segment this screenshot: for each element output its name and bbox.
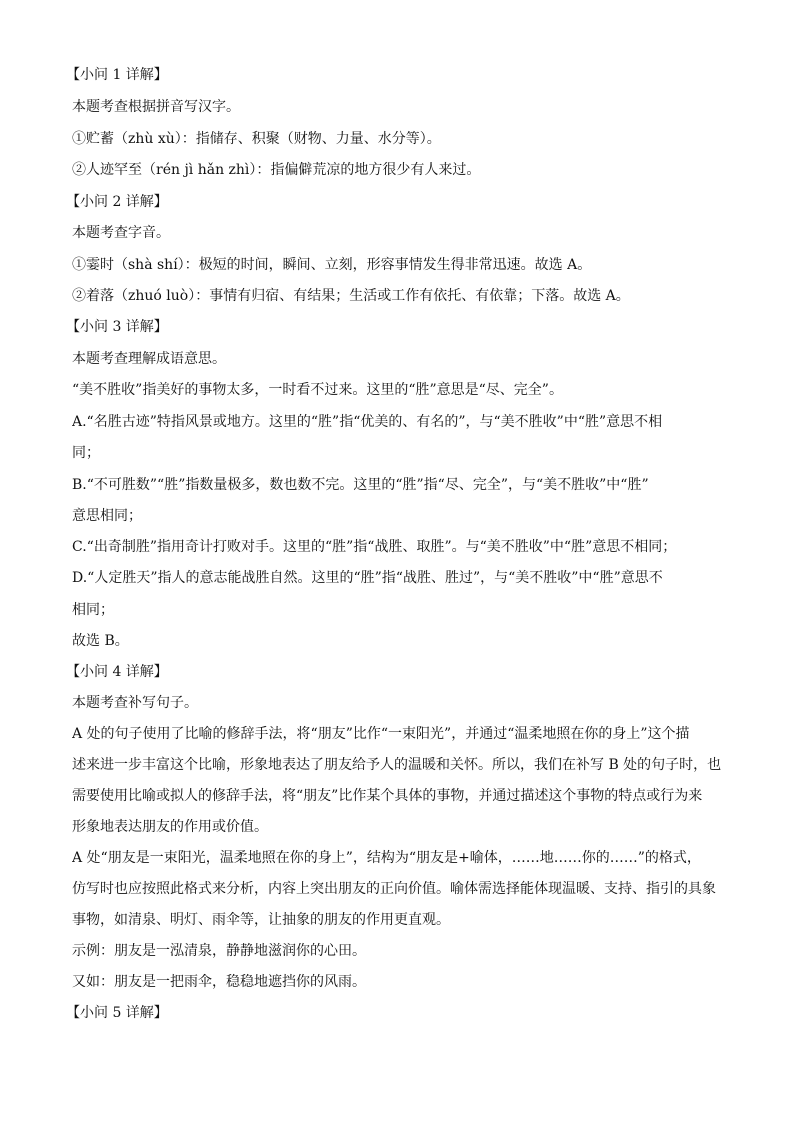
paragraph-line: ②人迹罕至（rén jì hǎn zhì）：指偏僻荒凉的地方很少有人来过。 bbox=[72, 162, 481, 178]
paragraph-line: ②着落（zhuó luò）：事情有归宿、有结果；生活或工作有依托、有依靠；下落。故选 A。 bbox=[72, 288, 630, 304]
paragraph-line: C.“出奇制胜”指用奇计打败对手。这里的“胜”指“战胜、取胜”。与“美不胜收”中“胜”意思不相同； bbox=[72, 539, 677, 555]
paragraph-line: ①霎时（shà shí）：极短的时间，瞬间、立刻，形容事情发生得非常迅速。故选 A。 bbox=[72, 257, 592, 273]
section-heading-5: 【小问 5 详解】 bbox=[66, 1005, 168, 1021]
paragraph-line: A 处的句子使用了比喻的修辞手法，将“朋友”比作“一束阳光”，并通过“温柔地照在你的身上”这个描 bbox=[72, 726, 690, 742]
paragraph-line: D.“人定胜天”指人的意志能战胜自然。这里的“胜”指“战胜、胜过”，与“美不胜收”中“胜”意思不 bbox=[72, 570, 663, 586]
paragraph-line: 需要使用比喻或拟人的修辞手法，将“朋友”比作某个具体的事物，并通过描述这个事物的特点或行为来 bbox=[72, 788, 703, 804]
section-heading-3: 【小问 3 详解】 bbox=[66, 319, 168, 335]
paragraph-line: A.“名胜古迹”特指风景或地方。这里的“胜”指“优美的、有名的”，与“美不胜收”中“胜”意思不相 bbox=[72, 414, 663, 430]
paragraph-line: 仿写时也应按照此格式来分析，内容上突出朋友的正向价值。喻体需选择能体现温暖、支持、指引的具象 bbox=[72, 881, 716, 897]
paragraph-line: ①贮蓄（zhù xù）：指储存、积聚（财物、力量、水分等）。 bbox=[72, 131, 441, 147]
paragraph-line: A 处“朋友是一束阳光，温柔地照在你的身上”，结构为“朋友是+喻体，……地……你的……”的格式， bbox=[72, 850, 701, 866]
paragraph-line: 又如：朋友是一把雨伞，稳稳地遮挡你的风雨。 bbox=[72, 974, 366, 990]
paragraph-line: 本题考查补写句子。 bbox=[72, 695, 198, 711]
paragraph-line: B.“不可胜数”“胜”指数量极多，数也数不完。这里的“胜”指“尽、完全”，与“美不胜收”中“胜” bbox=[72, 477, 649, 493]
paragraph-line: 事物，如清泉、明灯、雨伞等，让抽象的朋友的作用更直观。 bbox=[72, 912, 450, 928]
section-heading-2: 【小问 2 详解】 bbox=[66, 194, 168, 210]
paragraph-line: 本题考查理解成语意思。 bbox=[72, 351, 226, 367]
paragraph-line: 本题考查字音。 bbox=[72, 225, 170, 241]
paragraph-line: 示例：朋友是一泓清泉，静静地滋润你的心田。 bbox=[72, 943, 366, 959]
paragraph-line: 本题考查根据拼音写汉字。 bbox=[72, 99, 240, 115]
paragraph-line: 述来进一步丰富这个比喻，形象地表达了朋友给予人的温暖和关怀。所以，我们在补写 B 处的句子时，也 bbox=[72, 757, 722, 773]
section-heading-4: 【小问 4 详解】 bbox=[66, 664, 168, 680]
paragraph-line: 意思相同； bbox=[72, 508, 142, 524]
paragraph-line: 相同； bbox=[72, 602, 114, 618]
paragraph-line: “美不胜收”指美好的事物太多，一时看不过来。这里的“胜”意思是“尽、完全”。 bbox=[72, 382, 563, 398]
section-heading-1: 【小问 1 详解】 bbox=[66, 67, 168, 83]
paragraph-line: 故选 B。 bbox=[72, 633, 129, 649]
paragraph-line: 同； bbox=[72, 445, 100, 461]
paragraph-line: 形象地表达朋友的作用或价值。 bbox=[72, 819, 268, 835]
